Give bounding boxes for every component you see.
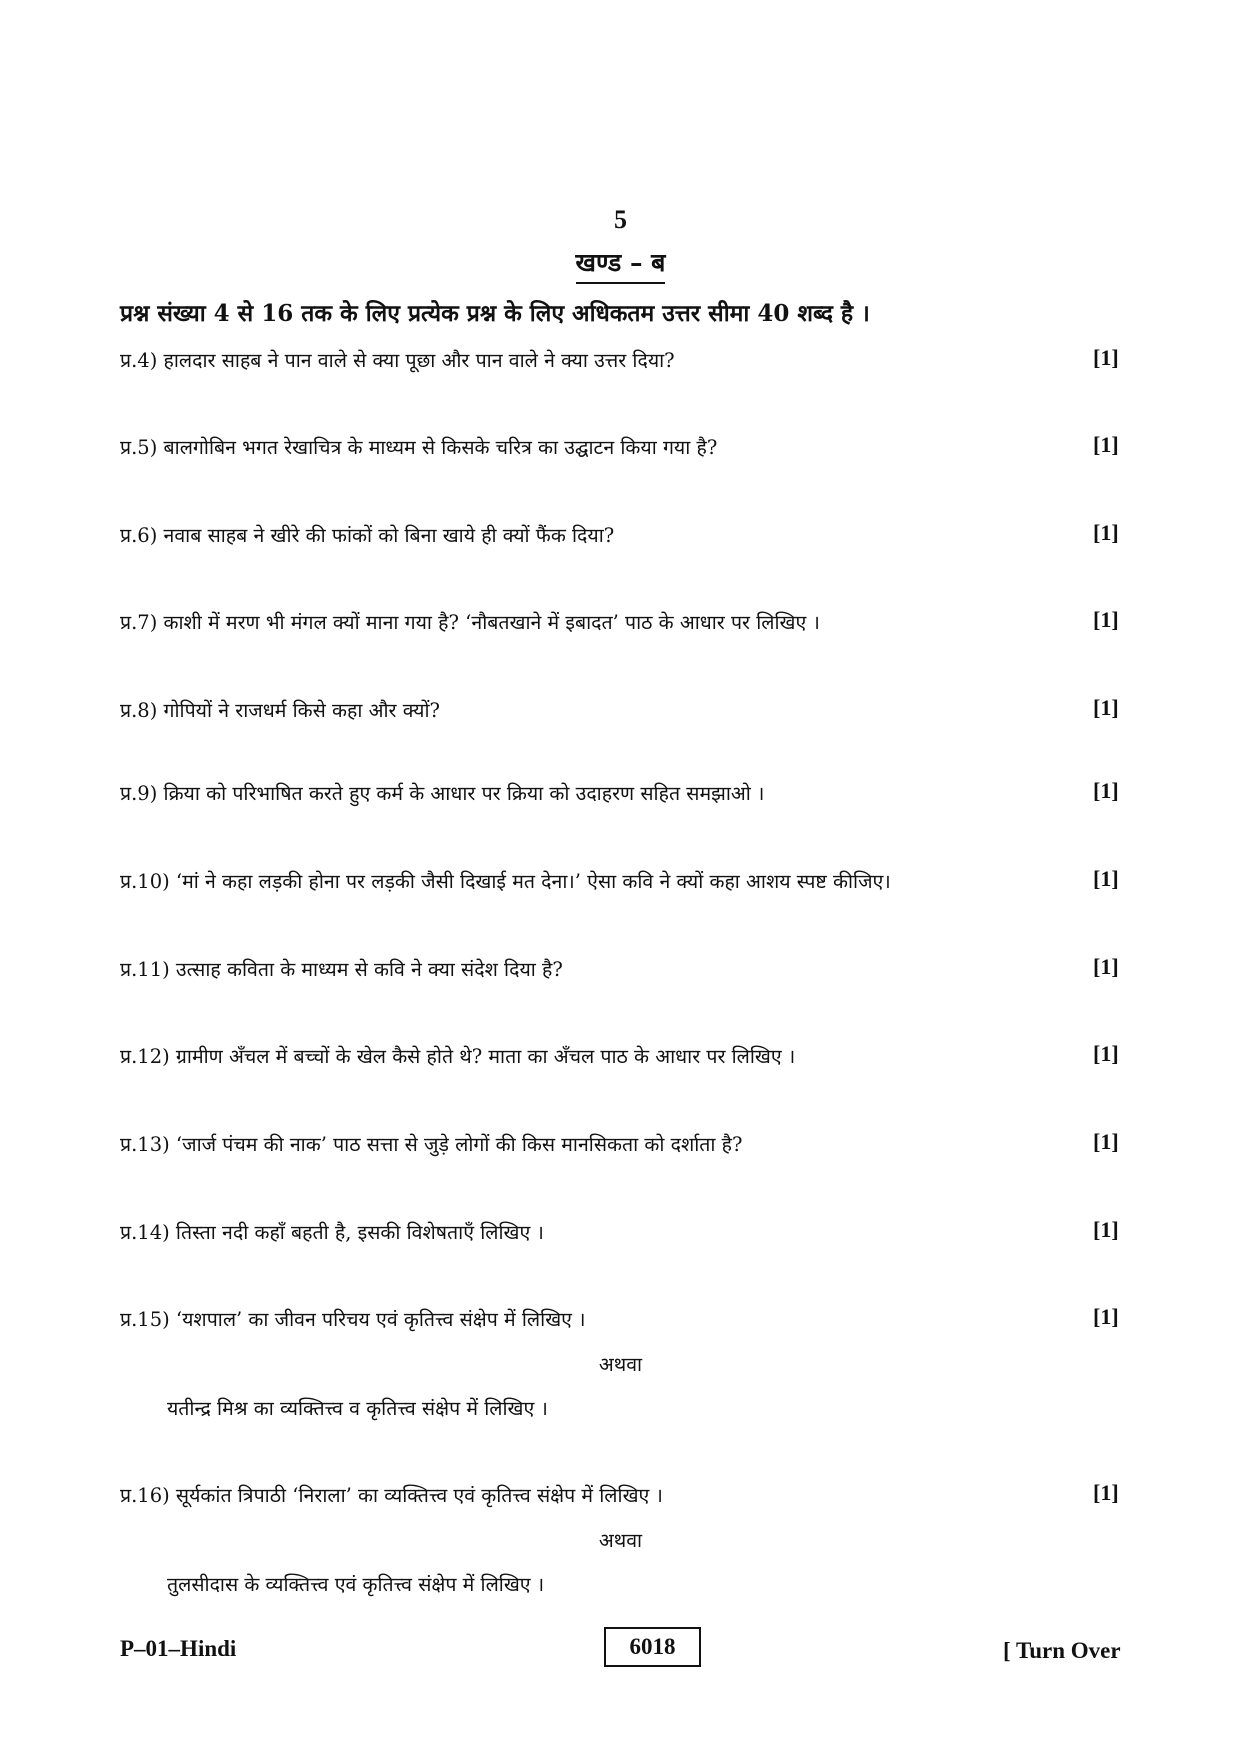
question-6 — [120, 521, 1120, 548]
question-text: उत्साह कविता के माध्यम से कवि ने क्या संदेश दिया है? — [175, 958, 563, 981]
question-number: प्र.16) — [120, 1484, 170, 1507]
question-7-marks: [1] — [1093, 607, 1119, 632]
question-12-marks: [1] — [1093, 1041, 1119, 1066]
question-16-alternative: तुलसीदास के व्यक्तित्त्व एवं कृतित्त्व संक्षेप में लिखिए । — [167, 1573, 545, 1596]
question-text: नवाब साहब ने खीरे की फांकों को बिना खाये ही क्यों फैंक दिया? — [163, 524, 615, 547]
section-heading — [0, 248, 1241, 284]
question-number: प्र.15) — [120, 1308, 170, 1331]
question-10 — [120, 867, 1120, 894]
footer-turn-over: [ Turn Over — [1003, 1638, 1121, 1663]
question-9-marks: [1] — [1093, 778, 1119, 803]
question-number: प्र.6) — [120, 524, 158, 547]
question-8-marks: [1] — [1093, 695, 1119, 720]
section-heading-text: खण्ड – ब — [576, 248, 666, 284]
question-12 — [120, 1042, 1120, 1069]
footer-paper-code: P–01–Hindi — [120, 1636, 237, 1661]
question-number: प्र.7) — [120, 611, 158, 634]
question-4 — [120, 346, 1120, 373]
question-number: प्र.14) — [120, 1221, 170, 1244]
page-number: 5 — [614, 205, 627, 234]
question-15-marks: [1] — [1093, 1304, 1119, 1329]
question-text: क्रिया को परिभाषित करते हुए कर्म के आधार पर क्रिया को उदाहरण सहित समझाओ । — [163, 782, 765, 805]
instruction: प्रश्न संख्या 4 से 16 तक के लिए प्रत्येक प्रश्न के लिए अधिकतम उत्तर सीमा 40 शब्द है । — [120, 300, 870, 327]
question-5-marks: [1] — [1093, 432, 1119, 457]
question-text: सूर्यकांत त्रिपाठी ‘निराला’ का व्यक्तित्त्व एवं कृतित्त्व संक्षेप में लिखिए । — [175, 1484, 663, 1507]
question-text: बालगोबिन भगत रेखाचित्र के माध्यम से किसके चरित्र का उद्घाटन किया गया है? — [163, 436, 718, 459]
question-6-marks: [1] — [1093, 520, 1119, 545]
question-7 — [120, 608, 1120, 635]
question-text: ‘यशपाल’ का जीवन परिचय एवं कृतित्त्व संक्षेप में लिखिए । — [175, 1308, 586, 1331]
footer-page-code-box: 6018 — [604, 1627, 701, 1667]
question-text: तिस्ता नदी कहाँ बहती है, इसकी विशेषताएँ लिखिए । — [175, 1221, 544, 1244]
question-9 — [120, 779, 1120, 806]
question-text: हालदार साहब ने पान वाले से क्या पूछा और पान वाले ने क्या उत्तर दिया? — [163, 349, 675, 372]
question-13-marks: [1] — [1093, 1129, 1119, 1154]
question-14 — [120, 1218, 1120, 1245]
question-number: प्र.10) — [120, 870, 170, 893]
question-4-marks: [1] — [1093, 345, 1119, 370]
question-16-or: अथवा — [598, 1529, 643, 1552]
question-number: प्र.12) — [120, 1045, 170, 1068]
question-number: प्र.11) — [120, 958, 170, 981]
question-16 — [120, 1481, 1120, 1508]
question-number: प्र.5) — [120, 436, 158, 459]
question-8 — [120, 696, 1120, 723]
question-15-alternative: यतीन्द्र मिश्र का व्यक्तित्त्व व कृतित्त्व संक्षेप में लिखिए । — [167, 1397, 548, 1420]
question-15-or: अथवा — [598, 1353, 643, 1376]
question-5 — [120, 433, 1120, 460]
question-number: प्र.4) — [120, 349, 158, 372]
question-11 — [120, 955, 1120, 982]
question-text: ‘मां ने कहा लड़की होना पर लड़की जैसी दिखाई मत देना।’ ऐसा कवि ने क्यों कहा आशय स्पष्ट कीजिए। — [175, 870, 891, 893]
question-10-marks: [1] — [1093, 866, 1119, 891]
question-13 — [120, 1130, 1120, 1157]
question-16-marks: [1] — [1093, 1480, 1119, 1505]
question-text: गोपियों ने राजधर्म किसे कहा और क्यों? — [163, 699, 440, 722]
question-11-marks: [1] — [1093, 954, 1119, 979]
question-number: प्र.9) — [120, 782, 158, 805]
question-text: ‘जार्ज पंचम की नाक’ पाठ सत्ता से जुड़े लोगों की किस मानसिकता को दर्शाता है? — [175, 1133, 743, 1156]
question-number: प्र.13) — [120, 1133, 170, 1156]
question-15 — [120, 1305, 1120, 1332]
question-text: ग्रामीण अँचल में बच्चों के खेल कैसे होते थे? माता का अँचल पाठ के आधार पर लिखिए । — [175, 1045, 796, 1068]
question-number: प्र.8) — [120, 699, 158, 722]
question-14-marks: [1] — [1093, 1217, 1119, 1242]
question-text: काशी में मरण भी मंगल क्यों माना गया है? ‘नौबतखाने में इबादत’ पाठ के आधार पर लिखिए । — [163, 611, 820, 634]
